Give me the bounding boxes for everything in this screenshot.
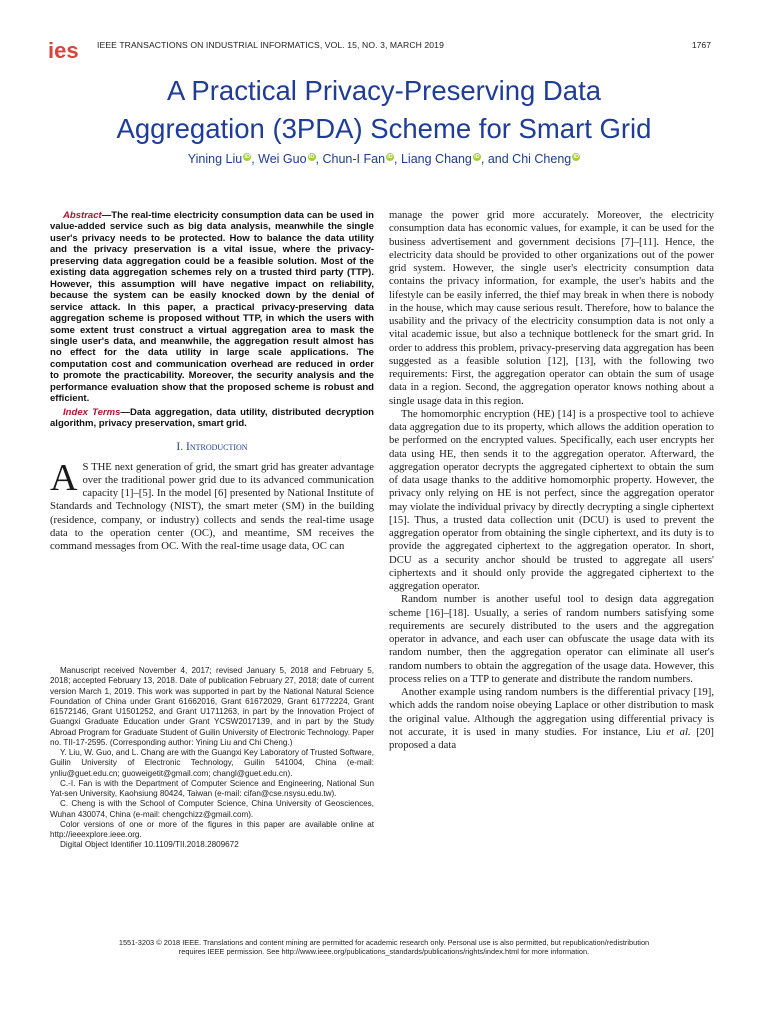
section-name: Introduction (185, 440, 248, 453)
ies-logo (47, 38, 89, 62)
right-paragraph-4 (389, 686, 714, 752)
author-separator: , (394, 152, 401, 166)
author-name: Chun-I Fan (322, 152, 386, 166)
abstract-text: —The real-time electricity consumption data can be used in value-added service such as big data analysis, meanwhile the single user's privacy needs to be protected. How to balance the data utility and the privacy preservation is a vital issue, where the privacy-preserving data aggregation could be a feasible solution. Most of the existing data aggregation schemes rely on a trusted third party (TTP). However, this assumption will have negative impact on reliability, because the system can be easily knocked down by the denial of service attack. In this paper, a practical privacy-preserving data aggregation scheme is proposed without TTP, in which the users with some extent trust construct a virtual aggregation area to mask the single user's data, and meanwhile, the aggregation result almost has no effect for the data utility in large scale applications. The computation cost and communication overhead are reduced in order to promote the practicability. Moreover, the security analysis and the performance evaluation show that the proposed scheme is robust and efficient. (50, 210, 374, 405)
footnote-affiliation-cheng: C. Cheng is with the School of Computer Science, China University of Geosciences, Wuhan 430074, China (e-mail: chengchizz@gmail.com). (50, 799, 374, 819)
author-1 (188, 152, 258, 166)
title-line-1: A Practical Privacy-Preserving Data (166, 75, 602, 106)
copyright-notice (50, 938, 718, 956)
author-name: Wei Guo (258, 152, 307, 166)
footnote-manuscript: Manuscript received November 4, 2017; revised January 5, 2018 and February 5, 2018; accepted February 13, 2018. Date of publication February 27, 2018; date of current version March 1, 2019. This work was supported in part by the National Natural Science Foundation of China under Grant 61662016, Grant 61672029, Grant 61772224, Grant 61572146, Grant U1501252, and Grant U1711263, in part by the Innovation Project of Guangxi Graduate Education under Grant YCSW2017139, and in part by the Study Abroad Program for Graduate Student of Guilin University of Electronic Technology. Paper no. TII-17-2595. (Corresponding author: Yining Liu and Chi Cheng.) (50, 666, 374, 747)
author-2 (258, 152, 322, 166)
author-separator: , (315, 152, 323, 166)
author-list (40, 152, 728, 166)
author-separator: , and (480, 152, 513, 166)
author-name: Chi Cheng (512, 152, 572, 166)
footnote-affiliation-fan: C.-I. Fan is with the Department of Computer Science and Engineering, National Sun Yat-sen University, Kaohsiung 80424, Taiwan (e-mail: cifan@cse.nsysu.edu.tw). (50, 778, 374, 798)
et-al-italic: et al. (666, 725, 691, 738)
paper-title (40, 72, 728, 148)
abstract-label: Abstract (63, 210, 102, 221)
orcid-icon[interactable]: iD (573, 153, 579, 160)
right-paragraph-2: The homomorphic encryption (HE) [14] is a prospective tool to achieve data aggregation due to its property, which allows the addition operation to be performed on the encrypted values. Specifically, each user encrypts her data using HE, then sends it to the aggregation operator. Afterward, the aggregation operator decrypts the aggregated ciphertext to obtain the sum of data usage thanks to the additive homomorphic property. However, the privacy only relying on HE is not perfect, since the aggregation operator may violate the individual privacy by directly decrypting a single ciphertext [15]. Thus, a trusted data collection unit (DCU) is used to prevent the aggregation operator from obtaining the single ciphertext, and its duty is to provide the aggregated ciphertext to the aggregation operator. In short, DCU as a security anchor should be trusted to aggregate all users' ciphertexts and it should only provide the aggregated ciphertext to the aggregation operator. (389, 407, 714, 592)
footnote-doi: Digital Object Identifier 10.1109/TII.2018.2809672 (60, 840, 239, 850)
orcid-icon[interactable]: iD (244, 153, 250, 160)
footnotes (50, 666, 374, 851)
section-heading-introduction (50, 441, 374, 453)
index-terms-text: —Data aggregation, data utility, distributed decryption algorithm, privacy preservation, smart grid. (50, 406, 374, 430)
page-number: 1767 (691, 40, 711, 50)
section-numeral: I. (176, 440, 184, 453)
logo-text: ies (48, 38, 79, 62)
intro-paragraph (50, 456, 374, 554)
title-line-2: Aggregation (3PDA) Scheme for Smart Grid (116, 113, 652, 144)
right-paragraph-4-tail: [20] proposed a data (389, 725, 714, 751)
right-paragraph-1: manage the power grid more accurately. Moreover, the electricity consumption data has economic values, for example, it can be used for the business advertisement and government decisions [7]–[11]. Hence, the electricity data should be provided to other organizations out of the power grid system. However, the single user's electricity consumption data contains the privacy information, for example, the user's habits and the lifestyle can be easily inferred, the thief may break in when there is nobody in the house, which may cause serious result. Therefore, how to balance the usability and the privacy of the electricity consumption data is not only a vital academic issue, but also a technique bottleneck for the smart grid. In order to address this problem, privacy-preserving data aggregation has been suggested as a feasible solution [12], [13], with the following two requirements: First, the aggregation operator can obtain the sum of usage data in a region. Second, the aggregation operator knows nothing about a single usage data in this region. (389, 209, 714, 407)
author-4 (401, 152, 512, 166)
abstract (50, 210, 374, 405)
copyright-line-2: requires IEEE permission. See http://www.ieee.org/publications_standards/publications/rights/index.html for more information. (178, 947, 590, 957)
index-terms (50, 407, 374, 430)
journal-header: IEEE TRANSACTIONS ON INDUSTRIAL INFORMATICS, VOL. 15, NO. 3, MARCH 2019 (97, 40, 444, 50)
footnote-color-versions: Color versions of one or more of the figures in this paper are available online at http://ieeexplore.ieee.org. (50, 819, 374, 839)
index-terms-label: Index Terms (63, 406, 121, 418)
author-name: Yining Liu (187, 152, 243, 166)
left-column (50, 210, 374, 553)
author-5 (512, 152, 580, 166)
orcid-icon[interactable]: iD (308, 153, 315, 160)
right-paragraph-3: Random number is another useful tool to design data aggregation scheme [16]–[18]. Usually, a series of random numbers satisfying some requirements are securely distributed to the users and the aggregation operator in advance, and each user can obfuscate the usage data with its random number, then the aggregation operator can eliminate all user's random numbers to obtain the aggregation of the usage data. However, this process relies on a TTP to generate and distribute the random numbers. (389, 593, 714, 685)
intro-text: S THE next generation of grid, the smart grid has greater advantage over the traditional power grid due to its advanced communication capacity [1]–[5]. In the model [6] presented by National Institute of Standards and Technology (NIST), the smart meter (SM) in the building (residence, company, or industry) collects and sends the real-time usage data to the operation center (OC), and meantime, SM receives the command messages from OC. With the real-time usage data, OC can (50, 460, 374, 553)
orcid-icon[interactable]: iD (474, 153, 480, 160)
copyright-line-1: 1551-3203 © 2018 IEEE. Translations and content mining are permitted for academic research only. Personal use is also permitted, but republication/redistribution (118, 938, 650, 947)
author-name: Liang Chang (400, 152, 472, 166)
right-column (389, 209, 714, 752)
footnote-affiliation-liu: Y. Liu, W. Guo, and L. Chang are with the Guangxi Key Laboratory of Trusted Software, Guilin University of Electronic Technology, Guilin 541004, China (e-mail: ynliu@guet.edu.cn; guoweigetit@gmail.com; changl@guet.edu.cn). (50, 748, 374, 778)
author-separator: , (251, 152, 259, 166)
orcid-icon[interactable]: iD (387, 153, 393, 160)
right-paragraph-4-text: Another example using random numbers is the differential privacy [19], which adds the random noise obeying Laplace or other distribution to mask the original value. Although the aggregation using differential privacy is not accurate, it is used in many studies. For instance, Liu (389, 686, 714, 738)
drop-cap: A (50, 456, 78, 499)
author-3 (323, 152, 401, 166)
